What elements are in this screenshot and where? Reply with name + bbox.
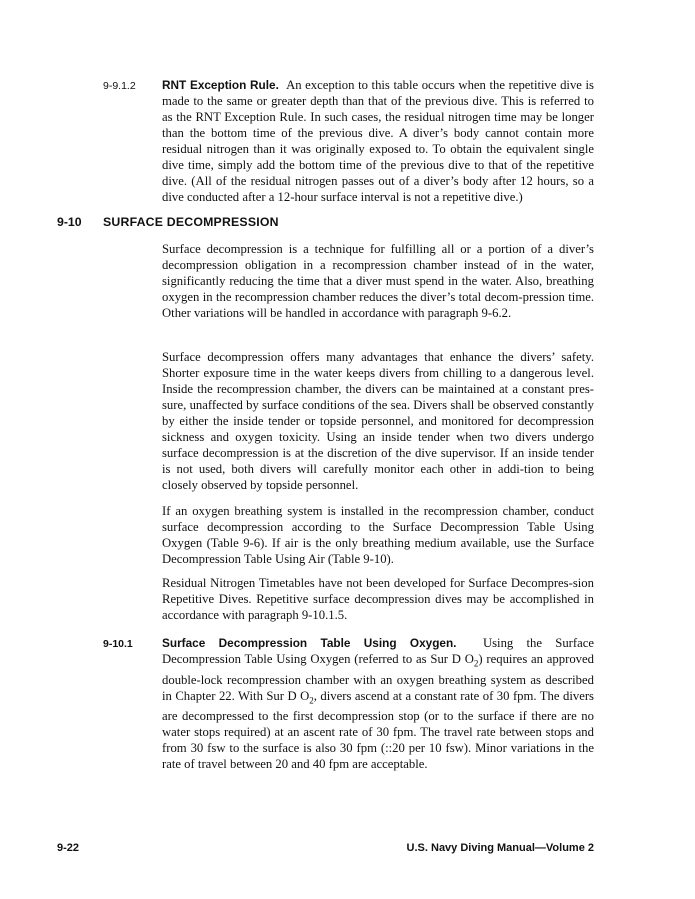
section-paragraph: If an oxygen breathing system is installed in the recompression chamber, conduct surface decompression according to the Surface Decompression Table Using Oxygen (Table 9-6). If air is the only breathing medium available, use the Surface Decompression Table Using Air (Table 9-10). xyxy=(162,504,594,566)
paragraph-text: An exception to this table occurs when the repetitive dive is made to the same or greater depth than that of the previous dive. This is referred to as the RNT Exception Rule. In such cases, the residual nitrogen time may be longer than the bottom time of the previous dive. A diver’s body cannot contain more residual nitrogen than it was originally exposed to. To obtain the equivalent single dive time, simply add the bottom time of the previous dive to that of the repetitive dive. (All of the residual nitrogen passes out of a diver’s body after 12 hours, so a dive conducted after a 12-hour surface interval is not a repetitive dive.) xyxy=(162,78,594,204)
section-paragraph: Surface decompression offers many advantages that enhance the divers’ safety. Shorter exposure time in the water keeps divers from chilling to a dangerous level. Inside the recompression chamber, the divers can be maintained at a constant pres-sure, unaffected by surface conditions of the sea. Divers shall be observed constantly by either the inside tender or topside personnel, and monitored for decompression sickness and oxygen toxicity. Using an inside tender when two divers undergo surface decompression is at the discretion of the dive supervisor. If an inside tender is not used, both divers will carefully monitor each other in addi-tion to being closely observed by topside personnel. xyxy=(162,350,594,492)
manual-title: U.S. Navy Diving Manual—Volume 2 xyxy=(406,842,594,854)
paragraph-heading: Surface Decompression Table Using Oxygen. xyxy=(162,636,457,650)
section-number: 9-10 xyxy=(57,215,82,229)
section-paragraph: Surface decompression is a technique for fulfilling all or a portion of a diver’s decompression obligation in a recompression chamber instead of in the water, significantly reducing the time that a diver must spend in the water. Also, breathing oxygen in the recompression chamber reduces the diver’s total decom-pression time. Other variations will be handled in accordance with paragraph 9-6.2. xyxy=(162,242,594,320)
paragraph-number: 9-9.1.2 xyxy=(103,80,136,92)
section-title: SURFACE DECOMPRESSION xyxy=(103,215,279,229)
sur-d-o2-paragraph xyxy=(162,635,594,772)
subscript: 2 xyxy=(473,658,479,669)
paragraph-number: 9-10.1 xyxy=(103,638,133,650)
paragraph-text: , divers ascend at a constant rate of 30 fpm. The divers are decompressed to the first decompression stop (or to the surface if there are no water stops required) at an ascent rate of 30 fpm. The travel rate between stops and from 30 fsw to the surface is also 30 fpm (::20 per 10 fsw). Minor variations in the rate of travel between 20 and 40 fpm are acceptable. xyxy=(162,688,594,772)
page-number: 9-22 xyxy=(57,842,80,854)
section-paragraph: Residual Nitrogen Timetables have not been developed for Surface Decompres-sion Repetitive Dives. Repetitive surface decompression dives may be accomplished in accordance with paragraph 9-10.1.5. xyxy=(162,576,594,622)
paragraph-text: Using the Surface Decompression Table Using Oxygen (referred to as Sur D O xyxy=(162,636,595,666)
subscript: 2 xyxy=(309,695,314,706)
rnt-exception-paragraph xyxy=(162,77,594,205)
paragraph-text: ) requires an approved double-lock recompression chamber with an oxygen breathing system as described in Chapter 22. With Sur D O xyxy=(162,652,594,703)
paragraph-heading: RNT Exception Rule. xyxy=(162,78,279,92)
